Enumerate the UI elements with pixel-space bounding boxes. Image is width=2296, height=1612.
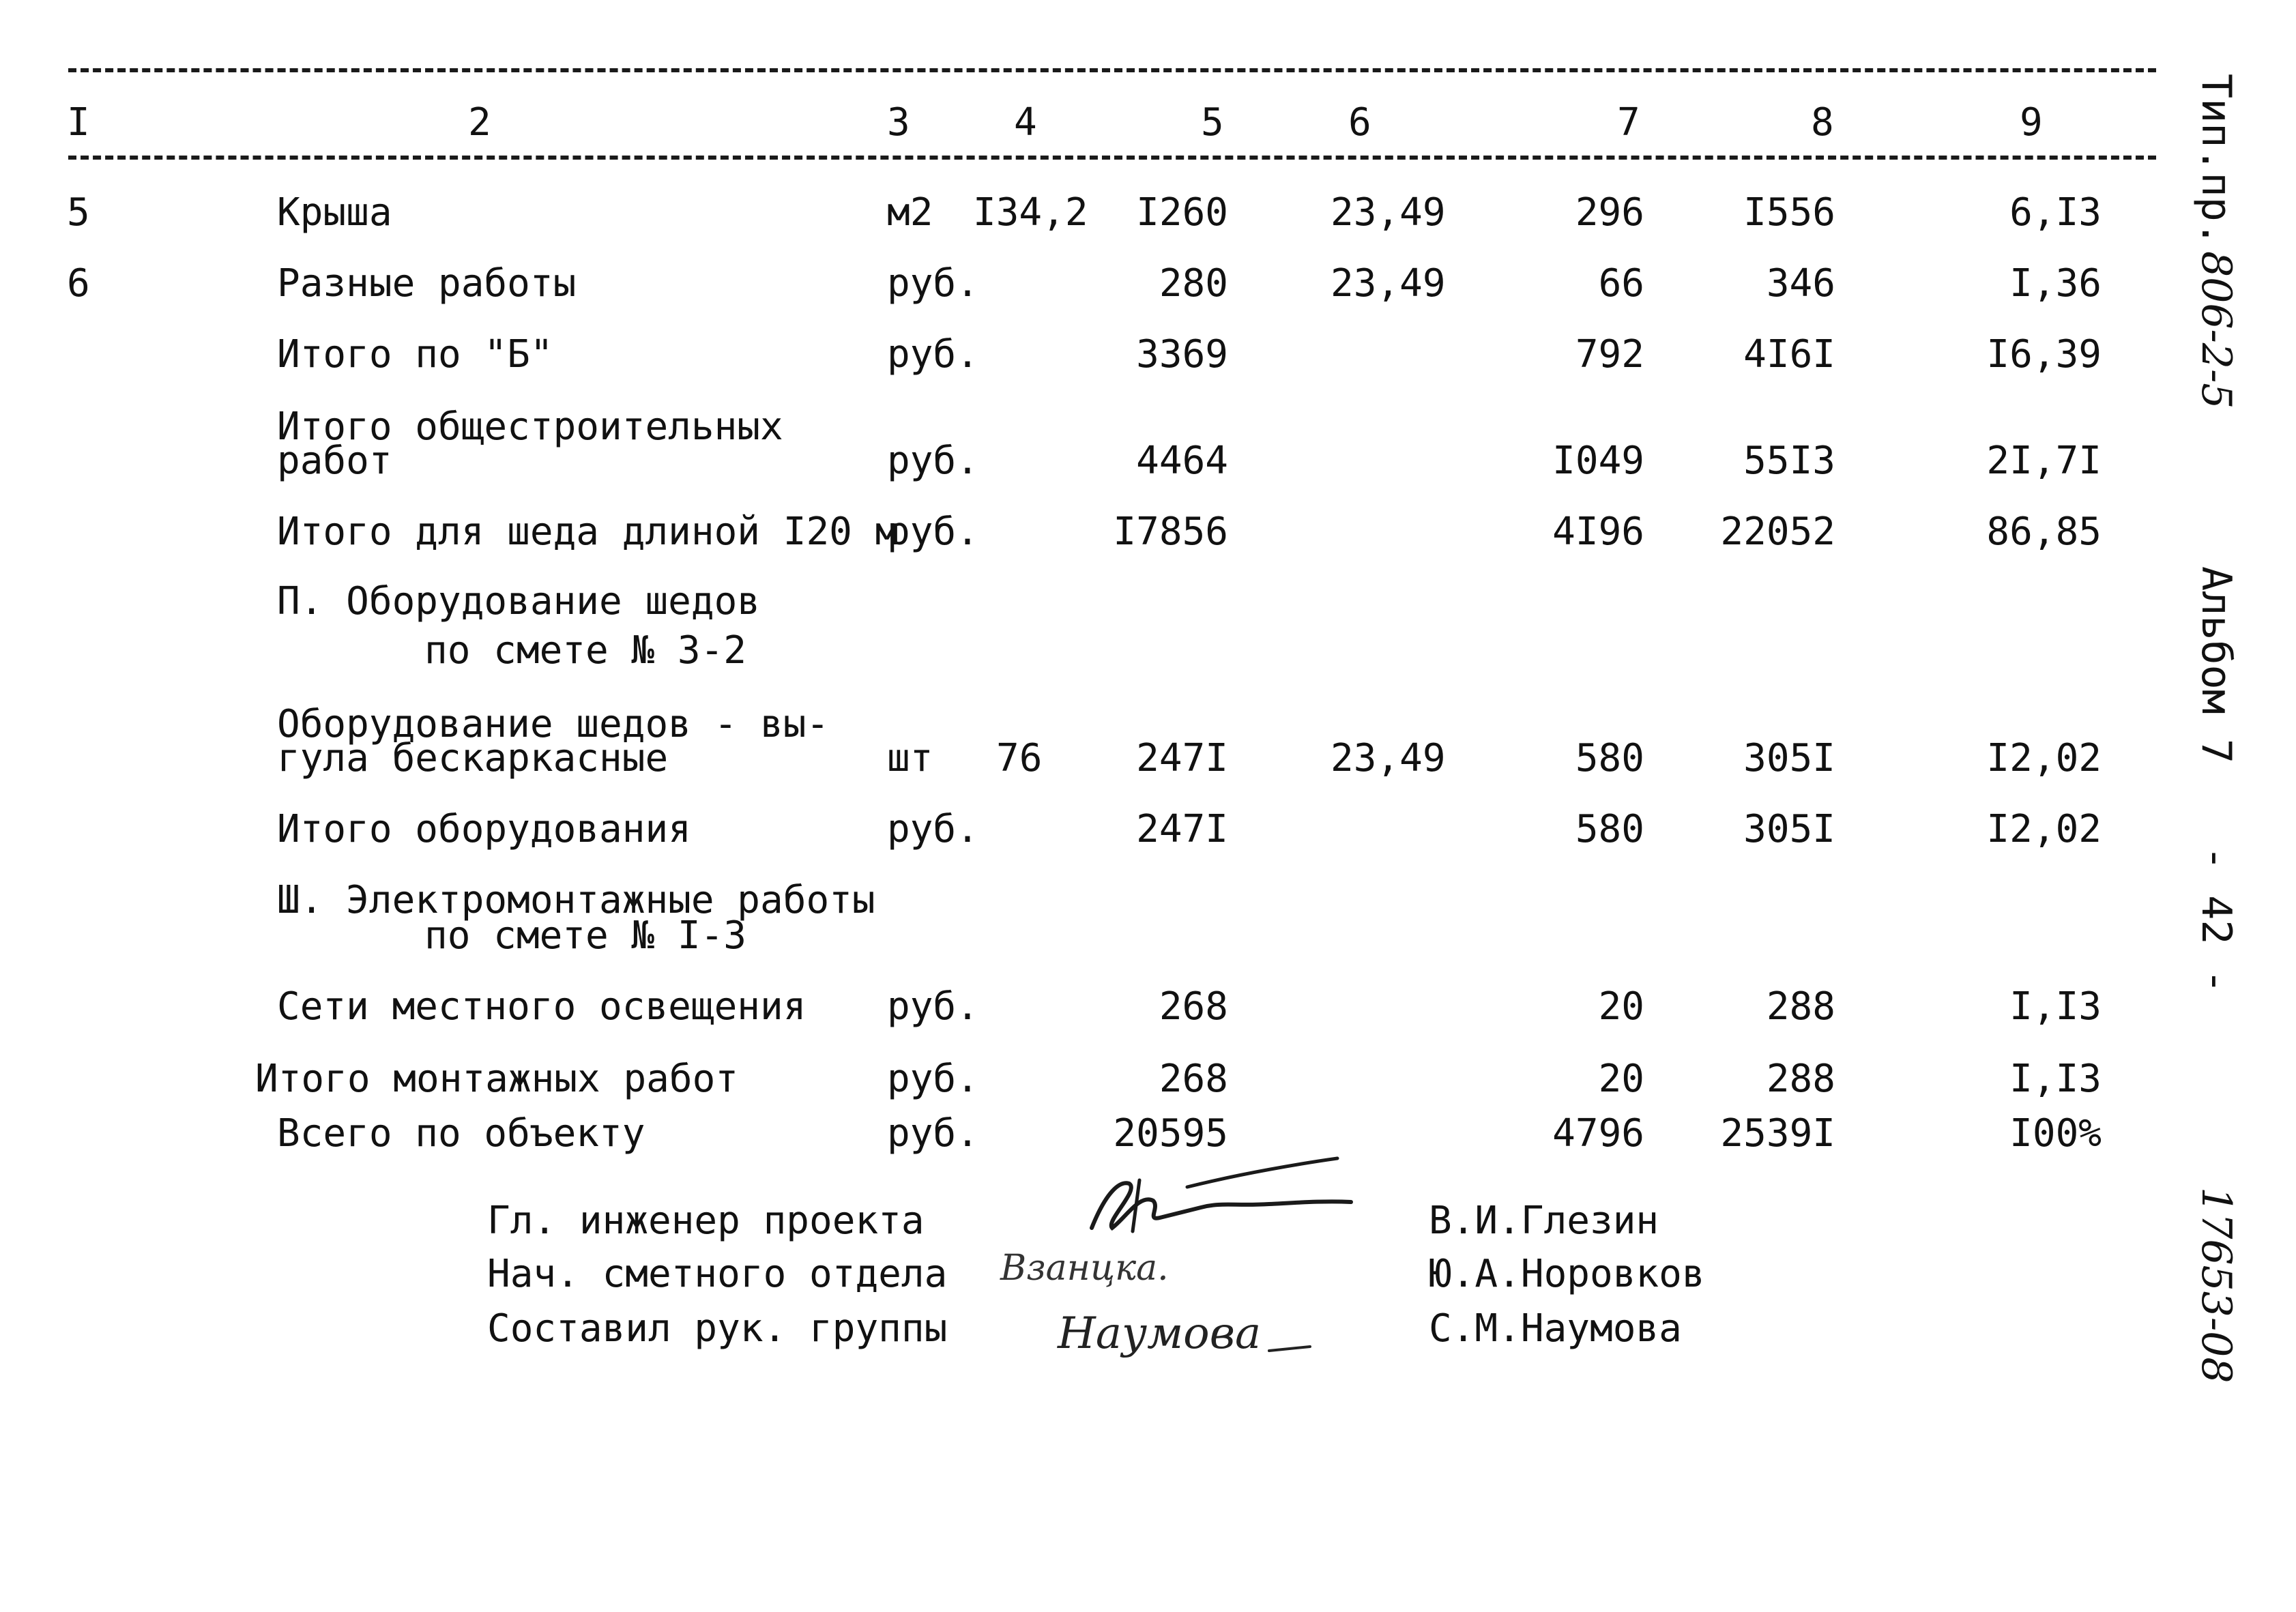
- header-col-5: 5: [1201, 100, 1224, 145]
- row-col-7: 296: [1575, 190, 1644, 235]
- row-unit: руб.: [887, 261, 979, 306]
- row-col-8: I556: [1743, 190, 1835, 235]
- row-col-7: 4796: [1552, 1111, 1644, 1156]
- row-col-9: I2,02: [1986, 736, 2102, 780]
- row-unit: руб.: [887, 1057, 979, 1101]
- section-subtitle: по смете № I-3: [424, 913, 747, 958]
- row-col-8: 305I: [1743, 807, 1835, 851]
- row-name: Сети местного освещения: [277, 984, 806, 1029]
- row-col-7: I049: [1552, 439, 1644, 483]
- row-col-7: 20: [1598, 1057, 1644, 1101]
- row-unit: руб.: [887, 510, 979, 554]
- side-album: Альбом 7: [2192, 566, 2240, 763]
- row-col-6: 23,49: [1331, 261, 1446, 306]
- row-col-7: 580: [1575, 736, 1644, 780]
- header-col-8: 8: [1811, 100, 1834, 145]
- row-name: Итого монтажных работ: [255, 1057, 739, 1101]
- row-col-7: 580: [1575, 807, 1644, 851]
- row-col-8: 288: [1766, 984, 1835, 1029]
- row-col-5: 247I: [1136, 736, 1228, 780]
- side-project-label: Тип.пр.: [2192, 74, 2240, 246]
- row-unit: м2: [887, 190, 933, 235]
- section-title: П. Оборудование шедов: [277, 579, 761, 624]
- row-col-5: 3369: [1136, 332, 1228, 377]
- row-col-9: I,I3: [2009, 1057, 2102, 1101]
- row-name: гула бескаркасные: [277, 736, 669, 780]
- row-name-line1: Оборудование шедов - вы-: [277, 702, 830, 746]
- handwriting-text: Взанцка.: [1000, 1248, 1169, 1289]
- row-col-8: 55I3: [1743, 439, 1835, 483]
- row-quantity: I34,2: [973, 190, 1088, 235]
- top-rule: [68, 68, 2156, 72]
- handwritten-signature: [1051, 1303, 1337, 1378]
- header-col-4: 4: [1014, 100, 1037, 145]
- row-name: Итого по "Б": [277, 332, 553, 377]
- row-name: Итого для шеда длиной I20 м: [277, 510, 899, 554]
- row-col-8: 4I6I: [1743, 332, 1835, 377]
- row-unit: руб.: [887, 1111, 979, 1156]
- handwritten-signature: [1064, 1153, 1378, 1242]
- row-number: 5: [67, 190, 90, 235]
- row-col-8: 288: [1766, 1057, 1835, 1101]
- row-quantity: 76: [996, 736, 1043, 780]
- side-page-number: - 42 -: [2192, 846, 2240, 994]
- row-unit: руб.: [887, 984, 979, 1029]
- row-unit: руб.: [887, 332, 979, 377]
- section-title: Ш. Электромонтажные работы: [277, 878, 875, 922]
- row-name: работ: [277, 439, 392, 483]
- header-rule: [68, 156, 2156, 160]
- row-col-5: 280: [1159, 261, 1228, 306]
- row-col-5: 268: [1159, 984, 1228, 1029]
- header-col-7: 7: [1617, 100, 1640, 145]
- row-name: Разные работы: [277, 261, 577, 306]
- row-col-6: 23,49: [1331, 736, 1446, 780]
- row-col-9: I2,02: [1986, 807, 2102, 851]
- signature-role: Нач. сметного отдела: [487, 1252, 948, 1296]
- header-col-3: 3: [887, 100, 910, 145]
- row-name: Крыша: [277, 190, 392, 235]
- row-number: 6: [67, 261, 90, 306]
- row-col-7: 20: [1598, 984, 1644, 1029]
- row-col-9: I6,39: [1986, 332, 2102, 377]
- header-col-1: I: [67, 100, 90, 145]
- row-col-5: I7856: [1113, 510, 1228, 554]
- row-col-9: 2I,7I: [1986, 439, 2102, 483]
- row-col-9: 86,85: [1986, 510, 2102, 554]
- row-col-5: 247I: [1136, 807, 1228, 851]
- row-col-7: 4I96: [1552, 510, 1644, 554]
- row-unit: руб.: [887, 807, 979, 851]
- row-col-9: I,I3: [2009, 984, 2102, 1029]
- signatory-name: Ю.А.Норовков: [1429, 1252, 1705, 1296]
- header-col-9: 9: [2020, 100, 2043, 145]
- row-col-9: I,36: [2009, 261, 2102, 306]
- row-unit: шт: [887, 736, 933, 780]
- row-name-line1: Итого общестроительных: [277, 405, 783, 449]
- row-col-5: 4464: [1136, 439, 1228, 483]
- signatory-name: С.М.Наумова: [1429, 1306, 1682, 1351]
- row-name: Итого оборудования: [277, 807, 691, 851]
- row-col-7: 792: [1575, 332, 1644, 377]
- row-col-8: 305I: [1743, 736, 1835, 780]
- row-col-7: 66: [1598, 261, 1644, 306]
- row-col-8: 22052: [1720, 510, 1835, 554]
- row-col-9: I00%: [2009, 1111, 2102, 1156]
- header-col-2: 2: [468, 100, 491, 145]
- header-col-6: 6: [1348, 100, 1371, 145]
- row-col-8: 2539I: [1720, 1111, 1835, 1156]
- signature-role: Составил рук. группы: [487, 1306, 948, 1351]
- row-unit: руб.: [887, 439, 979, 483]
- row-col-9: 6,I3: [2009, 190, 2102, 235]
- section-subtitle: по смете № 3-2: [424, 628, 747, 673]
- row-col-5: 268: [1159, 1057, 1228, 1101]
- signatory-name: В.И.Глезин: [1429, 1199, 1659, 1243]
- side-project-number: 806-2-5: [2192, 251, 2240, 409]
- handwriting-text: Наумова: [1058, 1308, 1262, 1359]
- side-document-code: 17653-08: [2192, 1187, 2240, 1383]
- row-name: Всего по объекту: [277, 1111, 645, 1156]
- row-col-5: I260: [1136, 190, 1228, 235]
- signature-role: Гл. инженер проекта: [487, 1199, 925, 1243]
- row-col-5: 20595: [1113, 1111, 1228, 1156]
- row-col-6: 23,49: [1331, 190, 1446, 235]
- row-col-8: 346: [1766, 261, 1835, 306]
- handwritten-signature: [996, 1242, 1242, 1296]
